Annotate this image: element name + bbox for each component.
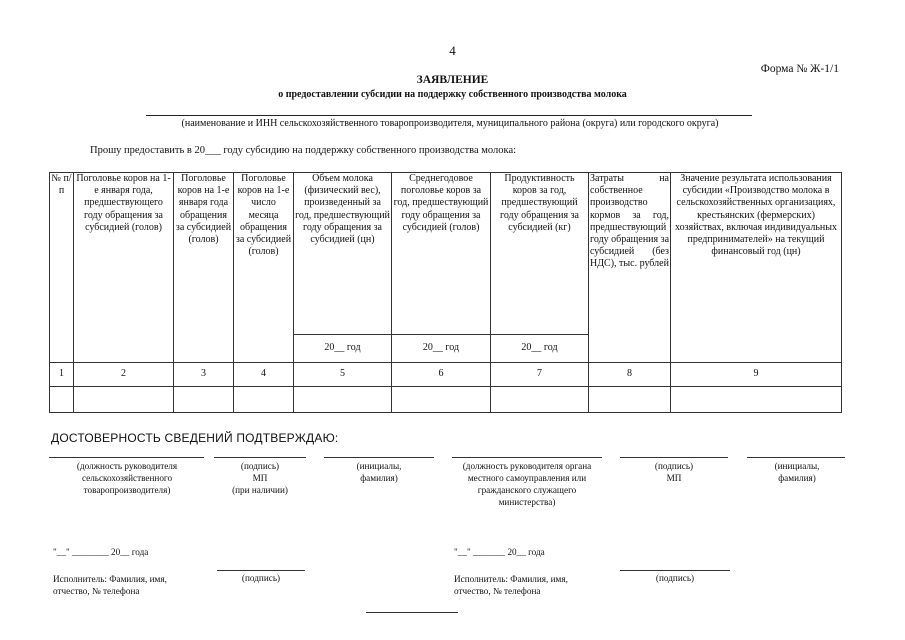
year-cell: 20__ год [294, 335, 392, 363]
header-cell: Поголовье коров на 1-е января года обращения за субсидией (голов) [174, 173, 234, 363]
applicant-caption: (наименование и ИНН сельскохозяйственного товаропроизводителя, муниципального района (округа) или городского округа) [181, 118, 719, 129]
column-number: 1 [50, 363, 74, 387]
header-cell: Поголовье коров на 1-е января года, предшествующего году обращения за субсидией (голов) [74, 173, 174, 363]
footer-divider [366, 612, 458, 613]
data-row[interactable] [50, 387, 842, 413]
column-number-row [50, 363, 842, 387]
column-number: 3 [174, 363, 234, 387]
position-line-left[interactable] [49, 457, 204, 458]
confirm-heading: ДОСТОВЕРНОСТЬ СВЕДЕНИЙ ПОДТВЕРЖДАЮ: [51, 431, 339, 445]
header-cell: Среднегодовое поголовье коров за год, предшествующий году обращения за субсидией (голов) [392, 173, 491, 335]
header-cell: Продуктивность коров за год, предшествующий году обращения за субсидией (кг) [491, 173, 589, 335]
data-cell[interactable] [50, 387, 74, 413]
signature-line-left[interactable] [214, 457, 306, 458]
initials-caption-left: (инициалы, фамилия) [356, 461, 402, 483]
executor-sign-caption-right: (подпись) [655, 573, 695, 583]
header-cell: Затраты на собственное производство кормов за год, предшествующий году обращения за субсидией (без НДС), тыс. рублей [589, 173, 671, 363]
column-number: 2 [74, 363, 174, 387]
data-cell[interactable] [392, 387, 491, 413]
data-cell[interactable] [671, 387, 842, 413]
signature-caption-left: (подпись) МП (при наличии) [232, 461, 288, 495]
initials-line-left[interactable] [324, 457, 434, 458]
data-cell[interactable] [589, 387, 671, 413]
executor-right: Исполнитель: Фамилия, имя, отчество, № телефона [454, 574, 568, 597]
signature-line-right[interactable] [620, 457, 728, 458]
signature-caption-right: (подпись) МП [654, 461, 694, 483]
subsidy-table [49, 172, 842, 413]
header-cell: Значение результата использования субсидии «Производство молока в сельскохозяйственных организациях, крестьянских (фермерских) хозяйствах, включая индивидуальных предпринимателей» на текущий финансовый год (цн) [671, 173, 842, 363]
date-left[interactable]: "__" ________ 20__ года [53, 547, 149, 557]
column-number: 5 [294, 363, 392, 387]
year-cell: 20__ год [491, 335, 589, 363]
header-cell: Поголовье коров на 1-е число месяца обращения за субсидией (голов) [234, 173, 294, 363]
column-number: 4 [234, 363, 294, 387]
column-number: 9 [671, 363, 842, 387]
header-row [50, 173, 842, 335]
column-number: 8 [589, 363, 671, 387]
column-number: 7 [491, 363, 589, 387]
header-cell: Объем молока (физический вес), произведенный за год, предшествующий году обращения за субсидией (цн) [294, 173, 392, 335]
position-line-right[interactable] [452, 457, 602, 458]
data-cell[interactable] [74, 387, 174, 413]
document-subtitle: о предоставлении субсидии на поддержку собственного производства молока [278, 89, 627, 100]
document-title: ЗАЯВЛЕНИЕ [416, 74, 489, 86]
data-cell[interactable] [174, 387, 234, 413]
page-number: 4 [449, 43, 456, 58]
initials-caption-right: (инициалы, фамилия) [774, 461, 820, 483]
executor-signature-line-left[interactable] [217, 570, 305, 571]
year-cell: 20__ год [392, 335, 491, 363]
data-cell[interactable] [234, 387, 294, 413]
position-caption-right: (должность руководителя органа местного самоуправления или гражданского служащего министерства) [462, 461, 592, 507]
form-label: Форма № Ж-1/1 [760, 63, 839, 75]
header-cell: № п/п [50, 173, 74, 363]
position-caption-left: (должность руководителя сельскохозяйственного товаропроизводителя) [76, 461, 178, 495]
date-right[interactable]: "__" _______ 20__ года [454, 547, 545, 557]
data-cell[interactable] [294, 387, 392, 413]
executor-sign-caption-left: (подпись) [241, 573, 281, 583]
initials-line-right[interactable] [747, 457, 845, 458]
data-cell[interactable] [491, 387, 589, 413]
request-text: Прошу предоставить в 20___ году субсидию на поддержку собственного производства молока: [90, 145, 517, 156]
executor-left: Исполнитель: Фамилия, имя, отчество, № телефона [53, 574, 167, 597]
column-number: 6 [392, 363, 491, 387]
applicant-name-line[interactable] [146, 115, 752, 116]
executor-signature-line-right[interactable] [620, 570, 730, 571]
